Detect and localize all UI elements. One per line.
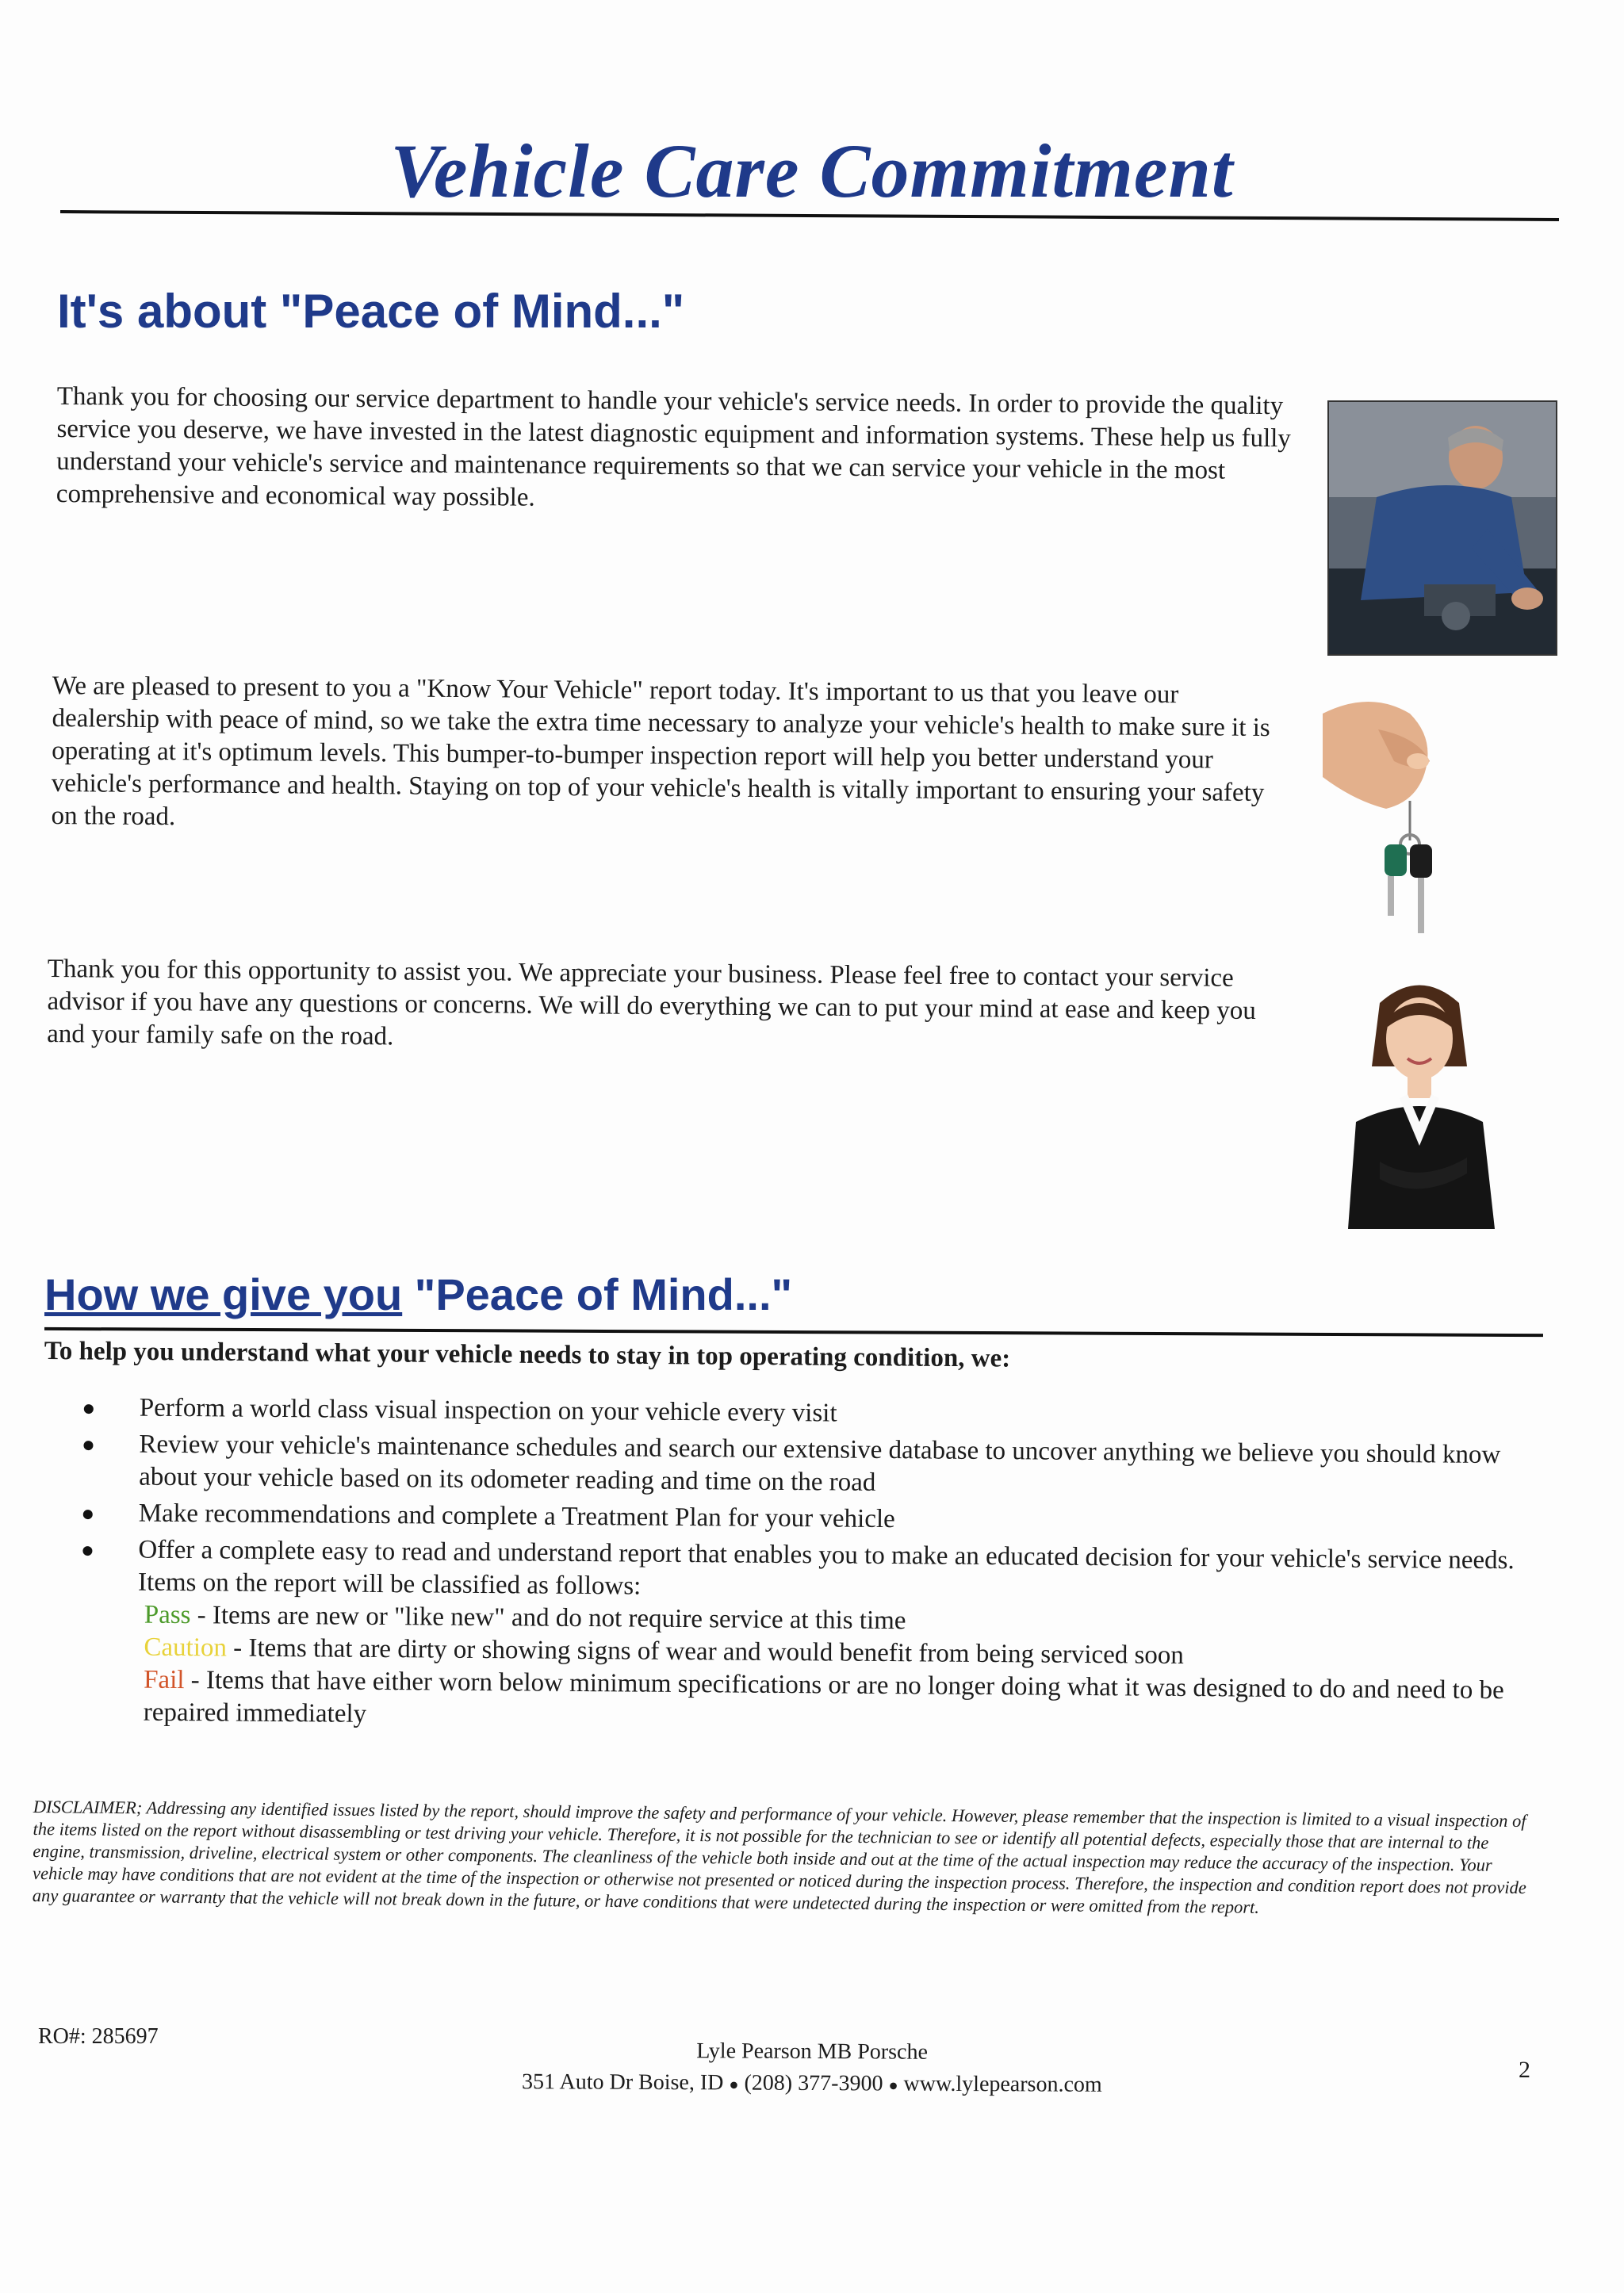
commitment-list (77, 1391, 1554, 1744)
service-advisor-photo (1332, 971, 1507, 1229)
dealer-phone: (208) 377-3900 (744, 2070, 883, 2096)
separator-dot: ● (729, 2076, 739, 2094)
dealer-website: www.lylepearson.com (903, 2071, 1102, 2097)
fail-label: Fail (144, 1665, 185, 1695)
pass-label: Pass (144, 1600, 191, 1630)
caution-label: Caution (144, 1633, 228, 1663)
pass-description: - Items are new or "like new" and do not require service at this time (190, 1601, 906, 1636)
classification-fail (144, 1664, 1553, 1740)
mechanic-photo (1327, 400, 1557, 656)
caution-description: - Items that are dirty or showing signs of wear and would benefit from being serviced soon (226, 1633, 1185, 1670)
list-item: Review your vehicle's maintenance schedules and search our extensive database to uncover anything we believe you should know about your vehicle based on its odometer reading and time on the road (79, 1428, 1554, 1505)
list-item: Perform a world class visual inspection on your vehicle every visit (79, 1391, 1554, 1436)
heading-how-rest: "Peace of Mind..." (402, 1269, 793, 1319)
document-title: Vehicle Care Commitment (390, 128, 1234, 213)
section-heading-how (44, 1269, 792, 1320)
separator-dot: ● (888, 2077, 898, 2095)
list-item-text: Offer a complete easy to read and understand report that enables you to make an educated decision for your vehicle's service needs. Items on the report will be classified as follows: (137, 1535, 1515, 1601)
dealer-name: Lyle Pearson MB Porsche (696, 2038, 929, 2065)
page-number: 2 (1519, 2057, 1530, 2083)
classification-legend (144, 1599, 1553, 1740)
report-paragraph: We are pleased to present to you a "Know Your Vehicle" report today. It's important to us that you leave our dealership with peace of mind, so we take the extra time necessary to analyze your vehicle's health to make sure it is operating at it's optimum levels. This bumper-to-bumper inspection report will help you better understand your vehicle's performance and health. Staying on top of your vehicle's health is vitally important to ensuring your safety on the road. (51, 671, 1270, 832)
list-item: Make recommendations and complete a Treatment Plan for your vehicle (79, 1497, 1553, 1541)
fail-description: - Items that have either worn below minimum specifications or are no longer doing what it was designed to do and need to be repaired immediately (143, 1666, 1504, 1728)
disclaimer-text: DISCLAIMER; Addressing any identified issues listed by the report, should improve the safety and performance of your vehicle. However, please remember that the inspection is limited to a visual inspection of the items listed on the report without disassembling or test driving your vehicle. Therefore, it is not possible for the technician to see or identify all potential defects, especially those that are internal to the engine, transmission, driveline, electrical system or other components. The cleanliness of the vehicle both inside and out at the time of the actual inspection may reduce the accuracy of the inspection. Your vehicle may have conditions that are not evident at the time of the inspection or otherwise not presented or noticed during the inspection process. Therefore, the inspection and condition report does not provide any guarantee or warranty that the vehicle will not break down in the future, or have conditions that were undetected during the inspection or were omitted from the report. (32, 1797, 1526, 1917)
section-heading-peace: It's about "Peace of Mind..." (57, 285, 685, 338)
dealer-address: 351 Auto Dr Boise, ID (522, 2069, 724, 2096)
intro-paragraph: Thank you for choosing our service department to handle your vehicle's service needs. In order to provide the quality service you deserve, we have invested in the latest diagnostic equipment and information systems. These help us fully understand your vehicle's service and maintenance requirements so that we can service your vehicle in the most comprehensive and economical way possible. (56, 381, 1292, 512)
how-intro: To help you understand what your vehicle needs to stay in top operating condition, we: (44, 1337, 1011, 1373)
list-item (77, 1533, 1553, 1740)
heading-how-underlined: How we give you (44, 1269, 403, 1319)
dealer-footer (0, 2032, 1624, 2106)
section-rule (44, 1327, 1543, 1337)
car-keys-photo (1323, 682, 1457, 944)
repair-order-number: RO#: 285697 (38, 2024, 159, 2049)
thanks-paragraph: Thank you for this opportunity to assist you. We appreciate your business. Please feel free to contact your service advisor if you have any questions or concerns. We will do everything we can to put your mind at ease and keep you and your family safe on the road. (47, 954, 1257, 1051)
